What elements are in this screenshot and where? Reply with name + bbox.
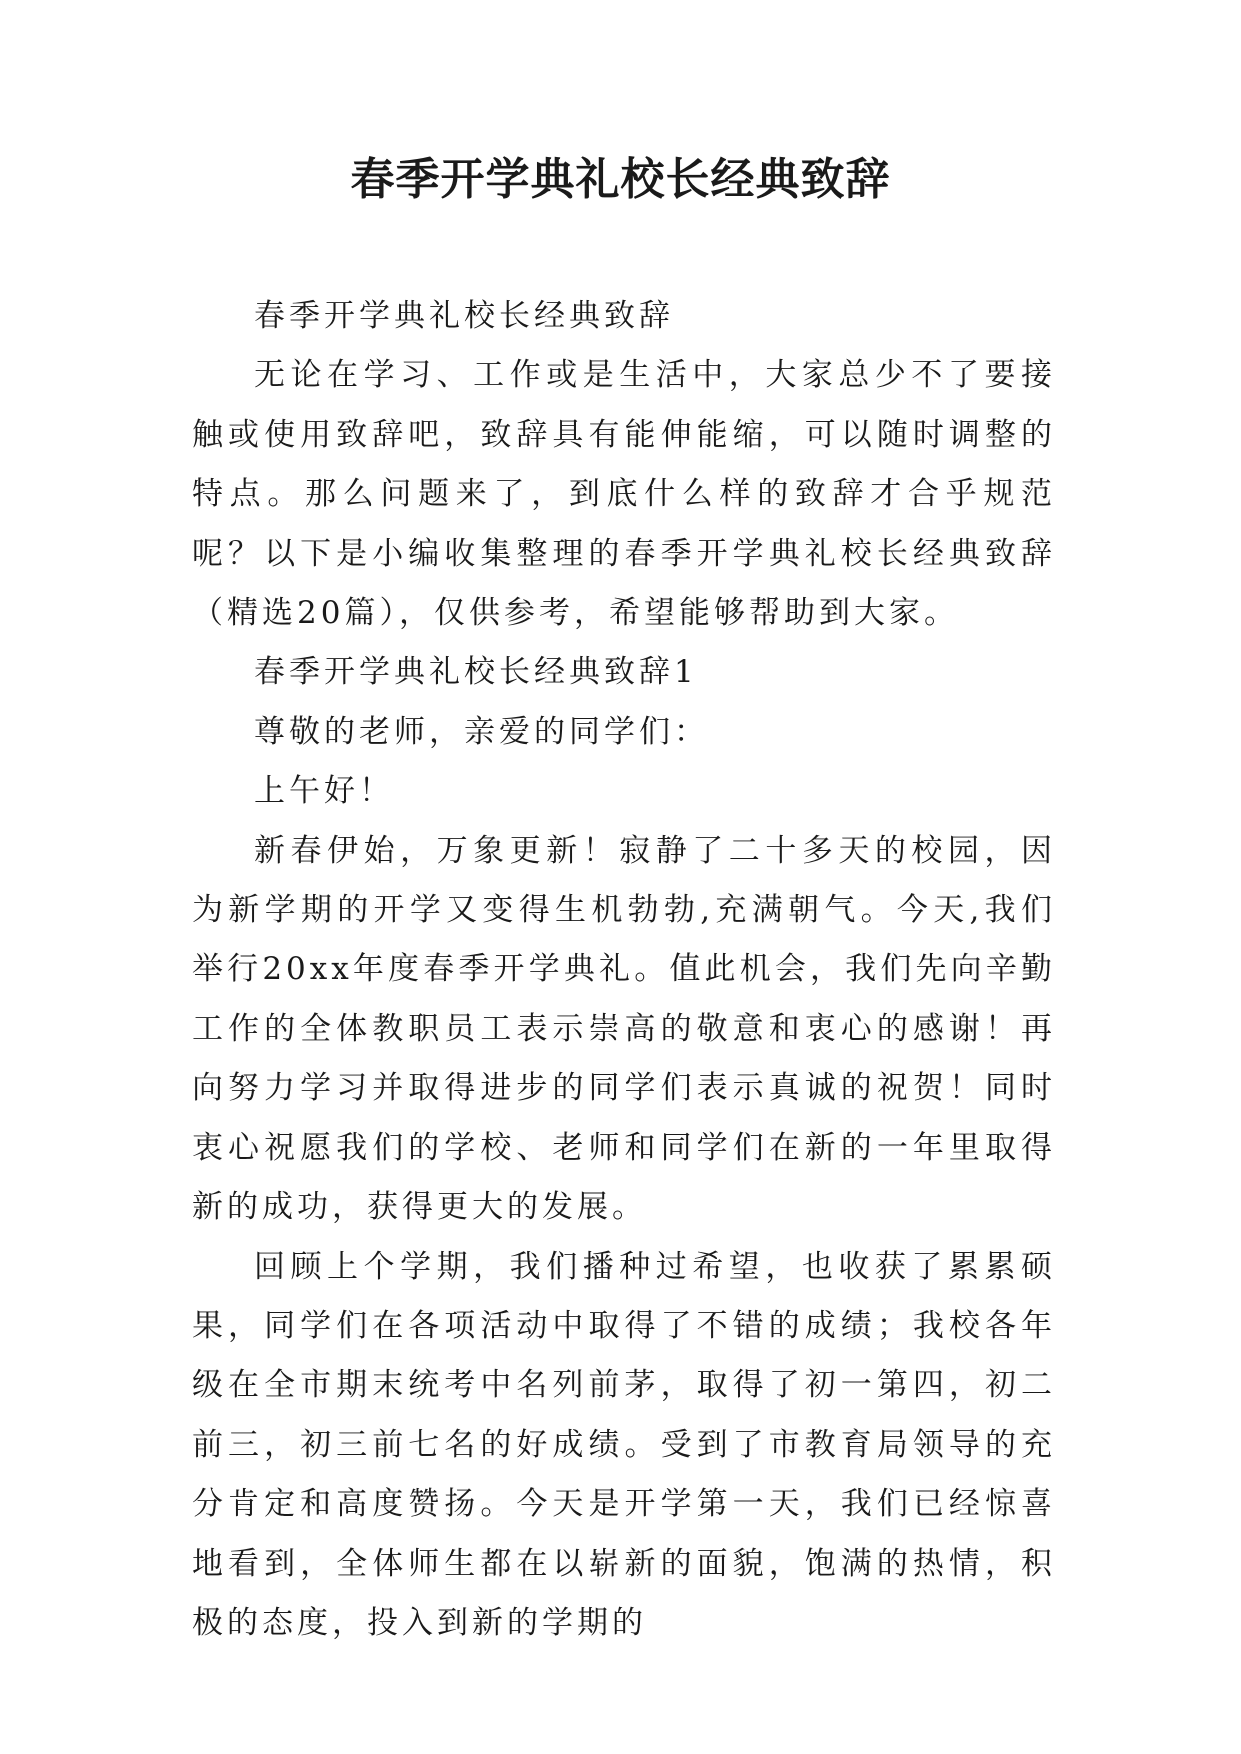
salutation-paragraph: 尊敬的老师，亲爱的同学们： bbox=[254, 713, 709, 750]
document-title: 春季开学典礼校长经典致辞 bbox=[350, 154, 891, 205]
greeting-paragraph: 上午好！ bbox=[254, 773, 394, 810]
body-paragraph: 新春伊始，万象更新！寂静了二十多天的校园，因为新学期的开学又变得生机勃勃,充满朝气。今天,我们举行20xx年度春季开学典礼。值此机会，我们先向辛勤工作的全体教职员工表示崇高的敬意和衷心的感谢！再向努力学习并取得进步的同学们表示真诚的祝贺！同时衷心祝愿我们的学校、老师和同学们在新的一年里取得新的成功，获得更大的发展。 bbox=[192, 832, 1056, 1226]
body-paragraph: 回顾上个学期，我们播种过希望，也收获了累累硕果，同学们在各项活动中取得了不错的成绩；我校各年级在全市期末统考中名列前茅，取得了初一第四，初二前三，初三前七名的好成绩。受到了市教育局领导的充分肯定和高度赞扬。今天是开学第一天，我们已经惊喜地看到，全体师生都在以崭新的面貌，饱满的热情，积极的态度，投入到新的学期的 bbox=[192, 1248, 1056, 1641]
document-body bbox=[192, 287, 1056, 1653]
section-heading: 春季开学典礼校长经典致辞1 bbox=[254, 654, 698, 691]
subtitle-paragraph: 春季开学典礼校长经典致辞 bbox=[254, 298, 674, 334]
intro-paragraph: 无论在学习、工作或是生活中，大家总少不了要接触或使用致辞吧，致辞具有能伸能缩，可以随时调整的特点。那么问题来了，到底什么样的致辞才合乎规范呢？以下是小编收集整理的春季开学典礼校长经典致辞（精选20篇），仅供参考，希望能够帮助到大家。 bbox=[192, 357, 1056, 632]
